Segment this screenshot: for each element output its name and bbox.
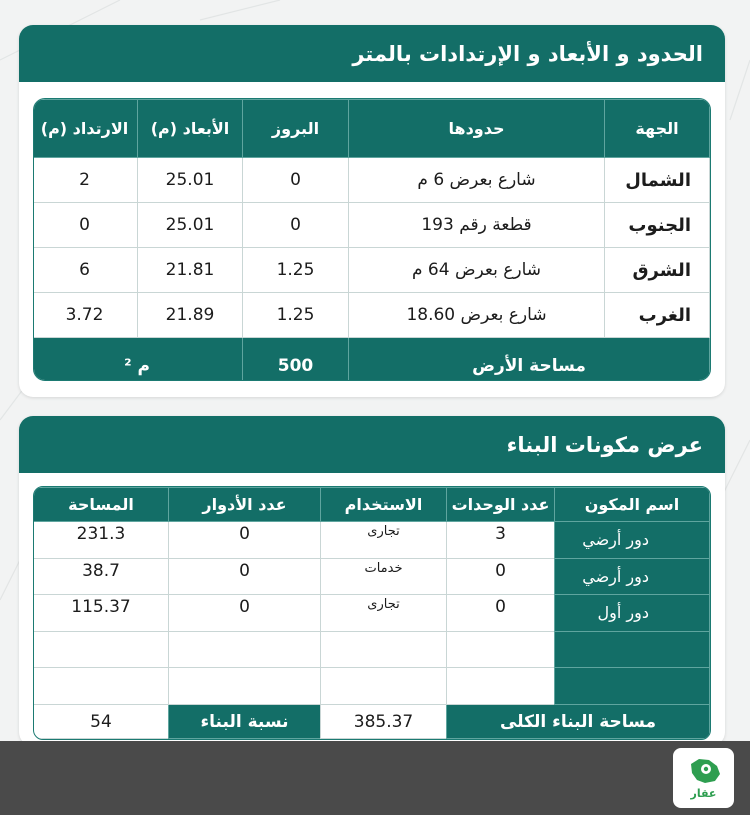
units-cell: 0 [447, 558, 555, 595]
header-component-name: اسم المكون [555, 488, 710, 522]
use-cell: تجارى [321, 522, 447, 559]
floors-cell: 0 [169, 522, 321, 559]
boundaries-card [19, 25, 725, 397]
setback-cell: 6 [33, 248, 138, 293]
area-cell: 115.37 [34, 595, 169, 632]
empty-row [34, 631, 710, 668]
components-title: عرض مكونات البناء [19, 416, 725, 473]
ratio-value: 54 [34, 705, 169, 739]
table-row [33, 158, 710, 203]
setback-cell: 3.72 [33, 293, 138, 338]
boundaries-title: الحدود و الأبعاد و الإرتدادات بالمتر [19, 25, 725, 82]
use-cell: خدمات [321, 558, 447, 595]
header-dimension: الأبعاد (م) [138, 100, 243, 158]
area-cell [34, 631, 169, 668]
area-cell: 38.7 [34, 558, 169, 595]
dimension-cell: 21.81 [138, 248, 243, 293]
projection-cell: 0 [243, 158, 349, 203]
table-row [34, 558, 710, 595]
boundary-cell: شارع بعرض 6 م [349, 158, 605, 203]
units-cell [447, 631, 555, 668]
land-area-label: مساحة الأرض [349, 338, 710, 382]
total-area-label: مساحة البناء الكلى [447, 705, 710, 739]
use-cell [321, 668, 447, 705]
boundary-cell: شارع بعرض 64 م [349, 248, 605, 293]
land-area-value: 500 [243, 338, 349, 382]
setback-cell: 0 [33, 203, 138, 248]
components-table [33, 487, 710, 739]
units-cell [447, 668, 555, 705]
header-setback: الارتداد (م) [33, 100, 138, 158]
saudi-map-location-icon [685, 756, 723, 786]
component-name-cell: دور أرضي [555, 522, 710, 559]
component-name-cell [555, 631, 710, 668]
area-cell: 231.3 [34, 522, 169, 559]
component-name-cell [555, 668, 710, 705]
bottom-bar [0, 741, 750, 815]
boundaries-table [33, 99, 710, 381]
header-projection: البروز [243, 100, 349, 158]
boundary-cell: قطعة رقم 193 [349, 203, 605, 248]
header-units: عدد الوحدات [447, 488, 555, 522]
table-row [34, 595, 710, 632]
units-cell: 0 [447, 595, 555, 632]
floors-cell: 0 [169, 595, 321, 632]
floors-cell [169, 668, 321, 705]
boundary-cell: شارع بعرض 18.60 [349, 293, 605, 338]
projection-cell: 1.25 [243, 248, 349, 293]
side-cell: الجنوب [605, 203, 710, 248]
total-area-value: 385.37 [321, 705, 447, 739]
projection-cell: 0 [243, 203, 349, 248]
boundaries-table-wrap [33, 98, 711, 381]
totals-row [34, 705, 710, 739]
setback-cell: 2 [33, 158, 138, 203]
component-name-cell: دور أرضي [555, 558, 710, 595]
land-area-unit: م ² [33, 338, 243, 382]
table-row [33, 248, 710, 293]
table-row [33, 293, 710, 338]
area-cell [34, 668, 169, 705]
aqar-logo[interactable] [673, 748, 734, 808]
floors-cell [169, 631, 321, 668]
projection-cell: 1.25 [243, 293, 349, 338]
components-card [19, 416, 725, 746]
side-cell: الشرق [605, 248, 710, 293]
component-name-cell: دور أول [555, 595, 710, 632]
use-cell [321, 631, 447, 668]
components-table-wrap [33, 486, 711, 740]
header-boundary: حدودها [349, 100, 605, 158]
dimension-cell: 25.01 [138, 158, 243, 203]
boundaries-header-row [33, 100, 710, 158]
logo-text: عقار [690, 787, 717, 800]
side-cell: الغرب [605, 293, 710, 338]
table-row [33, 203, 710, 248]
dimension-cell: 21.89 [138, 293, 243, 338]
header-floors: عدد الأدوار [169, 488, 321, 522]
components-header-row [34, 488, 710, 522]
ratio-label: نسبة البناء [169, 705, 321, 739]
table-row [34, 522, 710, 559]
use-cell: تجارى [321, 595, 447, 632]
units-cell: 3 [447, 522, 555, 559]
land-area-row [33, 338, 710, 382]
empty-row [34, 668, 710, 705]
dimension-cell: 25.01 [138, 203, 243, 248]
header-area: المساحة [34, 488, 169, 522]
side-cell: الشمال [605, 158, 710, 203]
header-use: الاستخدام [321, 488, 447, 522]
floors-cell: 0 [169, 558, 321, 595]
header-side: الجهة [605, 100, 710, 158]
